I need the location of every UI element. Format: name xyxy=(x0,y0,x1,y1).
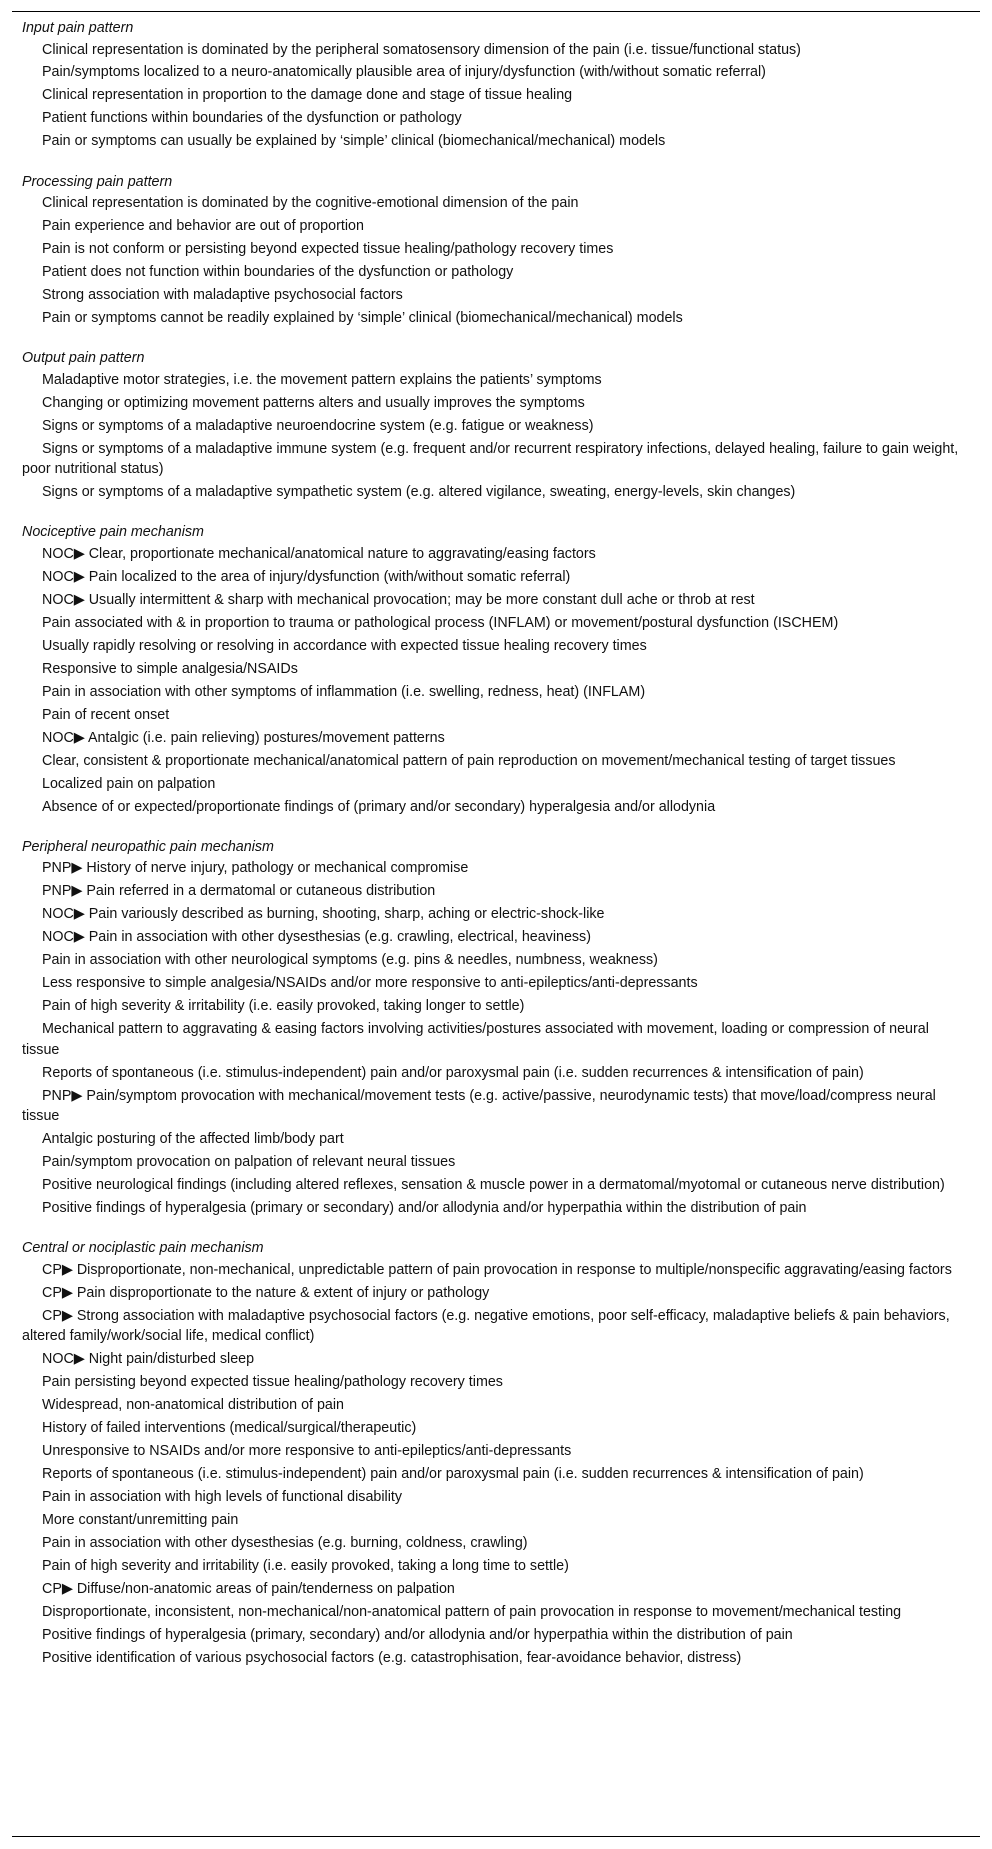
criterion-item: PNP▶ Pain/symptom provocation with mechanical/movement tests (e.g. active/passive, neurodynamic tests) that move/load/compress neural tissue xyxy=(22,1087,936,1125)
section-title: Processing pain pattern xyxy=(22,173,173,190)
criterion-item: NOC▶ Antalgic (i.e. pain relieving) postures/movement patterns xyxy=(42,729,445,746)
criterion-item: Pain in association with other symptoms of inflammation (i.e. swelling, redness, heat) (INFLAM) xyxy=(42,683,646,700)
criterion-item: Unresponsive to NSAIDs and/or more responsive to anti-epileptics/anti-depressants xyxy=(42,1443,572,1460)
section-title: Input pain pattern xyxy=(22,20,134,36)
criterion-item: CP▶ Disproportionate, non-mechanical, unpredictable pattern of pain provocation in response to multiple/nonspecific aggravating/easing factors xyxy=(42,1261,952,1278)
criterion-item: Strong association with maladaptive psychosocial factors xyxy=(42,286,403,303)
criterion-item: Signs or symptoms of a maladaptive neuroendocrine system (e.g. fatigue or weakness) xyxy=(42,417,594,434)
pain-classification-table xyxy=(12,11,980,1837)
criterion-item: Pain of high severity & irritability (i.e. easily provoked, taking longer to settle) xyxy=(42,998,525,1014)
criterion-item: CP▶ Pain disproportionate to the nature & extent of injury or pathology xyxy=(42,1284,490,1301)
criterion-item: PNP▶ History of nerve injury, pathology or mechanical compromise xyxy=(42,860,469,877)
criterion-item: Pain in association with high levels of functional disability xyxy=(42,1489,403,1506)
criterion-item: Clinical representation in proportion to the damage done and stage of tissue healing xyxy=(42,87,573,104)
criterion-item: Absence of or expected/proportionate findings of (primary and/or secondary) hyperalgesia and/or allodynia xyxy=(42,798,716,815)
criterion-item: CP▶ Diffuse/non-anatomic areas of pain/tenderness on palpation xyxy=(42,1581,455,1598)
criterion-item: History of failed interventions (medical/surgical/therapeutic) xyxy=(42,1420,417,1437)
criterion-item: Pain persisting beyond expected tissue healing/pathology recovery times xyxy=(42,1374,503,1391)
criterion-item: Pain/symptoms localized to a neuro-anatomically plausible area of injury/dysfunction (with/without somatic referral) xyxy=(42,64,766,81)
criterion-item: Pain experience and behavior are out of proportion xyxy=(42,218,364,235)
criterion-item: Pain of recent onset xyxy=(42,706,170,723)
section xyxy=(22,18,972,152)
criterion-item: Patient functions within boundaries of the dysfunction or pathology xyxy=(42,110,462,127)
criterion-item: Disproportionate, inconsistent, non-mechanical/non-anatomical pattern of pain provocation in response to movement/mechanical testing xyxy=(42,1604,902,1621)
criterion-item: NOC▶ Clear, proportionate mechanical/anatomical nature to aggravating/easing factors xyxy=(42,545,596,562)
criterion-item: Positive findings of hyperalgesia (primary, secondary) and/or allodynia and/or hyperpathia within the distribution of pain xyxy=(42,1627,793,1644)
section xyxy=(22,348,972,503)
criterion-item: Pain in association with other neurological symptoms (e.g. pins & needles, numbness, weakness) xyxy=(42,952,658,969)
criterion-item: Pain associated with & in proportion to trauma or pathological process (INFLAM) or movement/postural dysfunction (ISCHEM) xyxy=(42,614,839,631)
criterion-item: Antalgic posturing of the affected limb/body part xyxy=(42,1131,344,1148)
section-title: Peripheral neuropathic pain mechanism xyxy=(22,838,274,855)
criterion-item: Pain in association with other dysesthesias (e.g. burning, coldness, crawling) xyxy=(42,1535,528,1552)
section xyxy=(22,1238,972,1668)
criterion-item: Changing or optimizing movement patterns alters and usually improves the symptoms xyxy=(42,394,585,411)
section xyxy=(22,837,972,1219)
table-body xyxy=(22,18,972,1671)
criterion-item: Reports of spontaneous (i.e. stimulus-independent) pain and/or paroxysmal pain (i.e. sudden recurrences & intensification of pain) xyxy=(42,1064,864,1081)
criterion-item: Clinical representation is dominated by the peripheral somatosensory dimension of the pain (i.e. tissue/functional status) xyxy=(42,41,801,58)
criterion-item: NOC▶ Usually intermittent & sharp with mechanical provocation; may be more constant dull ache or throb at rest xyxy=(42,591,755,608)
criterion-item: Positive identification of various psychosocial factors (e.g. catastrophisation, fear-avoidance behavior, distress) xyxy=(42,1650,742,1667)
criterion-item: Less responsive to simple analgesia/NSAIDs and/or more responsive to anti-epileptics/anti-depressants xyxy=(42,975,698,992)
criterion-item: Pain/symptom provocation on palpation of relevant neural tissues xyxy=(42,1154,456,1171)
criterion-item: Clear, consistent & proportionate mechanical/anatomical pattern of pain reproduction on movement/mechanical testing of target tissues xyxy=(42,752,896,769)
section-title: Central or nociplastic pain mechanism xyxy=(22,1240,264,1257)
criterion-item: Positive neurological findings (including altered reflexes, sensation & muscle power in a dermatomal/myotomal or cutaneous nerve distribution) xyxy=(42,1177,945,1194)
criterion-item: Maladaptive motor strategies, i.e. the movement pattern explains the patients’ symptoms xyxy=(42,371,602,388)
criterion-item: More constant/unremitting pain xyxy=(42,1512,239,1529)
criterion-item: Pain or symptoms cannot be readily explained by ‘simple’ clinical (biomechanical/mechanical) models xyxy=(42,309,683,326)
criterion-item: NOC▶ Night pain/disturbed sleep xyxy=(42,1351,255,1368)
criterion-item: Widespread, non-anatomical distribution of pain xyxy=(42,1397,344,1414)
criterion-item: Positive findings of hyperalgesia (primary or secondary) and/or allodynia and/or hyperpathia within the distribution of pain xyxy=(42,1200,807,1217)
section-title: Nociceptive pain mechanism xyxy=(22,524,204,541)
section-title: Output pain pattern xyxy=(22,350,145,367)
criterion-item: CP▶ Strong association with maladaptive psychosocial factors (e.g. negative emotions, poor self-efficacy, maladaptive beliefs & pain behaviors, altered family/work/social life, medical conflict) xyxy=(22,1307,950,1345)
criterion-item: PNP▶ Pain referred in a dermatomal or cutaneous distribution xyxy=(42,883,436,900)
criterion-item: NOC▶ Pain localized to the area of injury/dysfunction (with/without somatic referral) xyxy=(42,568,571,585)
criterion-item: Localized pain on palpation xyxy=(42,775,216,792)
criterion-item: Pain is not conform or persisting beyond expected tissue healing/pathology recovery times xyxy=(42,241,614,257)
criterion-item: Signs or symptoms of a maladaptive immune system (e.g. frequent and/or recurrent respiratory infections, delayed healing, failure to gain weight, poor nutritional status) xyxy=(22,440,959,478)
criterion-item: Clinical representation is dominated by the cognitive-emotional dimension of the pain xyxy=(42,195,579,212)
criterion-item: Mechanical pattern to aggravating & easing factors involving activities/postures associated with movement, loading or compression of neural tissue xyxy=(22,1020,929,1058)
criterion-item: NOC▶ Pain variously described as burning, shooting, sharp, aching or electric-shock-like xyxy=(42,906,605,923)
criterion-item: Pain of high severity and irritability (i.e. easily provoked, taking a long time to settle) xyxy=(42,1558,569,1575)
criterion-item: Reports of spontaneous (i.e. stimulus-independent) pain and/or paroxysmal pain (i.e. sudden recurrences & intensification of pain) xyxy=(42,1466,864,1483)
criterion-item: Patient does not function within boundaries of the dysfunction or pathology xyxy=(42,263,514,280)
criterion-item: Responsive to simple analgesia/NSAIDs xyxy=(42,660,298,677)
criterion-item: Pain or symptoms can usually be explained by ‘simple’ clinical (biomechanical/mechanical) models xyxy=(42,133,666,150)
criterion-item: Signs or symptoms of a maladaptive sympathetic system (e.g. altered vigilance, sweating, energy-levels, skin changes) xyxy=(42,484,796,501)
criterion-item: NOC▶ Pain in association with other dysesthesias (e.g. crawling, electrical, heaviness) xyxy=(42,929,591,946)
criterion-item: Usually rapidly resolving or resolving in accordance with expected tissue healing recovery times xyxy=(42,637,647,654)
section xyxy=(22,172,972,329)
section xyxy=(22,522,972,817)
